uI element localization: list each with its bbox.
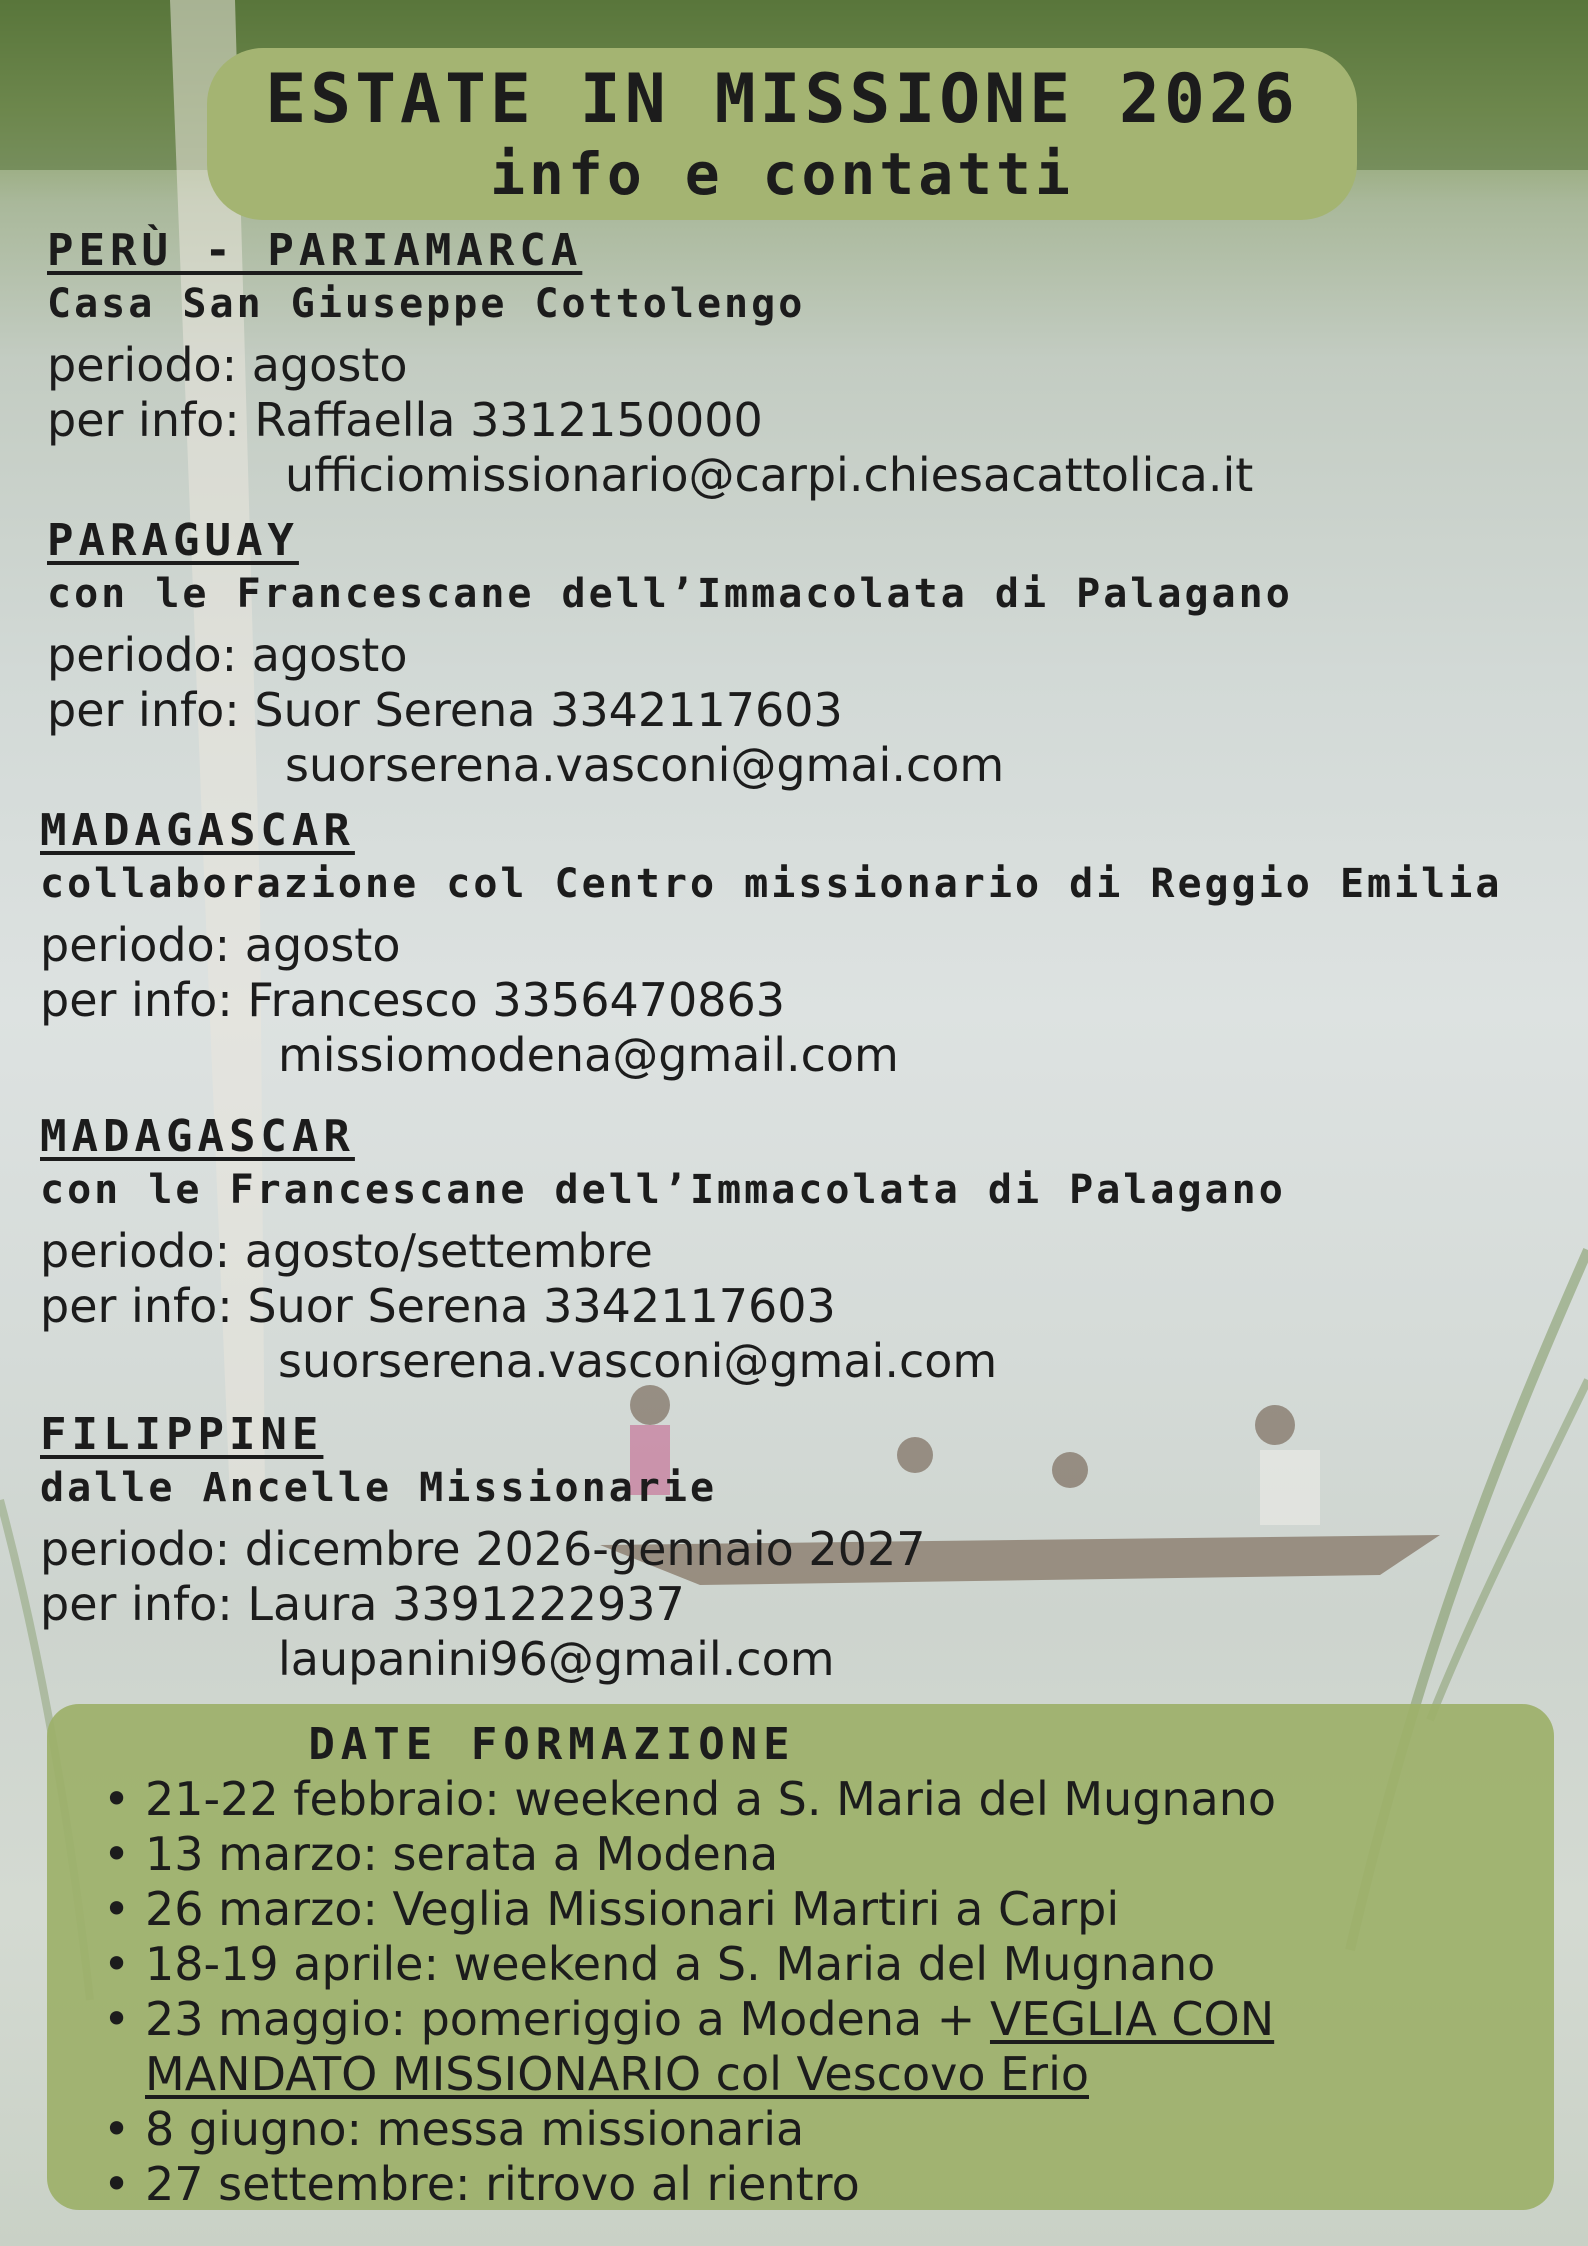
list-item-text: 21-22 febbraio: weekend a S. Maria del Mugnano xyxy=(145,1772,1277,1826)
list-item-text: 27 settembre: ritrovo al rientro xyxy=(145,2157,860,2211)
formation-list xyxy=(97,1772,1276,2212)
list-item xyxy=(97,1772,1276,1827)
section-country: MADAGASCAR xyxy=(40,805,355,856)
section-email[interactable]: ufficiomissionario@carpi.chiesacattolica.it xyxy=(285,448,1254,502)
list-item-text: 8 giugno: messa missionaria xyxy=(145,2102,805,2156)
section-organization: Casa San Giuseppe Cottolengo xyxy=(47,281,806,327)
title-line1: ESTATE IN MISSIONE 2026 xyxy=(265,60,1299,139)
section-country: PARAGUAY xyxy=(47,515,299,566)
section-organization: con le Francescane dell’Immacolata di Palagano xyxy=(40,1167,1286,1213)
list-item xyxy=(97,1827,1276,1882)
title-line2: info e contatti xyxy=(490,140,1074,208)
section-period: periodo: agosto xyxy=(47,338,408,392)
list-item-text: 23 maggio: pomeriggio a Modena + xyxy=(145,1992,990,2046)
bullet-icon: • xyxy=(103,1992,131,2046)
bullet-icon: • xyxy=(103,2157,131,2211)
section-period: periodo: agosto xyxy=(40,918,401,972)
mission-section-paraguay xyxy=(47,514,1293,793)
title-banner xyxy=(207,48,1357,220)
bullet-icon: • xyxy=(103,1937,131,1991)
bullet-icon: • xyxy=(103,2102,131,2156)
list-item xyxy=(97,2157,1276,2212)
section-organization: con le Francescane dell’Immacolata di Palagano xyxy=(47,571,1293,617)
mission-section-peru xyxy=(47,224,1253,503)
section-country: FILIPPINE xyxy=(40,1409,324,1460)
list-item-text: 26 marzo: Veglia Missionari Martiri a Carpi xyxy=(145,1882,1120,1936)
section-contact: per info: Suor Serena 3342117603 xyxy=(47,683,843,737)
list-item xyxy=(97,2102,1276,2157)
section-organization: collaborazione col Centro missionario di Reggio Emilia xyxy=(40,861,1503,907)
list-item-text: 18-19 aprile: weekend a S. Maria del Mugnano xyxy=(145,1937,1216,1991)
bullet-icon: • xyxy=(103,1827,131,1881)
section-email[interactable]: laupanini96@gmail.com xyxy=(278,1632,835,1686)
section-contact: per info: Raffaella 3312150000 xyxy=(47,393,763,447)
bullet-icon: • xyxy=(103,1772,131,1826)
section-organization: dalle Ancelle Missionarie xyxy=(40,1465,718,1511)
section-email[interactable]: suorserena.vasconi@gmai.com xyxy=(285,738,1005,792)
list-item-text: 13 marzo: serata a Modena xyxy=(145,1827,779,1881)
section-period: periodo: agosto xyxy=(47,628,408,682)
formation-title: DATE FORMAZIONE xyxy=(308,1719,796,1770)
section-email[interactable]: suorserena.vasconi@gmai.com xyxy=(278,1334,998,1388)
list-item xyxy=(97,1992,1276,2102)
bullet-icon: • xyxy=(103,1882,131,1936)
mission-section-filippine xyxy=(40,1408,925,1687)
list-item xyxy=(97,1937,1276,1992)
list-item xyxy=(97,1882,1276,1937)
section-contact: per info: Laura 3391222937 xyxy=(40,1577,685,1631)
section-period: periodo: dicembre 2026-gennaio 2027 xyxy=(40,1522,926,1576)
formation-dates-box xyxy=(47,1704,1554,2210)
veglia-link-continued[interactable]: MANDATO MISSIONARIO col Vescovo Erio xyxy=(145,2047,1089,2101)
section-email[interactable]: missiomodena@gmail.com xyxy=(278,1028,899,1082)
mission-section-madagascar-1 xyxy=(40,804,1502,1083)
section-country: PERÙ - PARIAMARCA xyxy=(47,225,583,276)
section-country: MADAGASCAR xyxy=(40,1111,355,1162)
section-contact: per info: Suor Serena 3342117603 xyxy=(40,1279,836,1333)
mission-section-madagascar-2 xyxy=(40,1110,1286,1389)
section-contact: per info: Francesco 3356470863 xyxy=(40,973,786,1027)
veglia-link[interactable]: VEGLIA CON xyxy=(989,1992,1275,2046)
section-period: periodo: agosto/settembre xyxy=(40,1224,653,1278)
